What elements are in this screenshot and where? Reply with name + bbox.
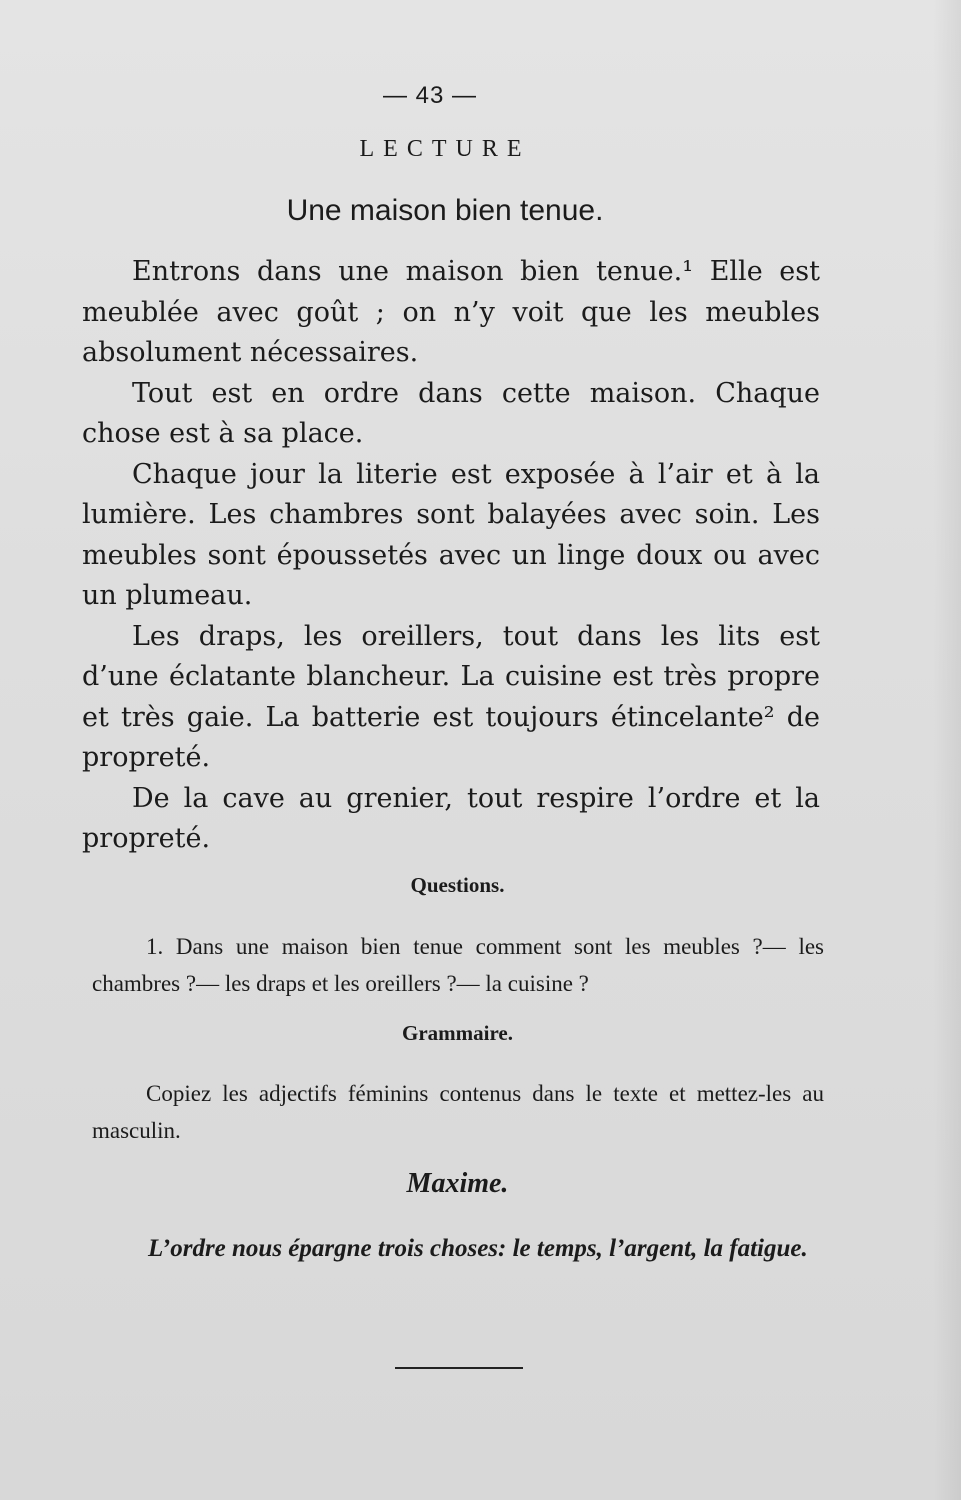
paragraph: De la cave au grenier, tout respire l’ordre et la propreté.	[82, 782, 820, 854]
grammar-exercise	[92, 1075, 824, 1149]
page-number: — 43 —	[382, 82, 478, 109]
grammar-heading: Grammaire.	[402, 1021, 513, 1045]
maxim-quote: L’ordre nous épargne trois choses: le temps, l’argent, la fatigue.	[148, 1235, 808, 1262]
paragraph: Les draps, les oreillers, tout dans les lits est d’une éclatante blancheur. La cuisine est très propre et très gaie. La batterie est toujours étincelante² de propreté.	[82, 620, 820, 773]
page-edge-shadow	[933, 0, 961, 1500]
reading-text	[82, 252, 820, 860]
paragraph: Tout est en ordre dans cette maison. Chaque chose est à sa place.	[82, 377, 820, 449]
maxim-heading: Maxime.	[406, 1168, 509, 1199]
grammar-instruction: Copiez les adjectifs féminins contenus dans le texte et mettez-les au masculin.	[92, 1081, 824, 1143]
reading-title: Une maison bien tenue.	[286, 194, 604, 227]
end-divider	[395, 1367, 523, 1369]
question-item: 1. Dans une maison bien tenue comment sont les meubles ?— les chambres ?— les draps et les oreillers ?— la cuisine ?	[92, 934, 824, 996]
paragraph: Entrons dans une maison bien tenue.¹ Elle est meublée avec goût ; on n’y voit que les meubles absolument nécessaires.	[82, 256, 820, 368]
question-text	[92, 928, 824, 1002]
questions-heading: Questions.	[410, 873, 505, 897]
paragraph: Chaque jour la literie est exposée à l’air et à la lumière. Les chambres sont balayées avec soin. Les meubles sont époussetés avec un linge doux ou avec un plumeau.	[82, 458, 820, 611]
maxim-text	[92, 1230, 824, 1268]
section-label: LECTURE	[359, 136, 531, 162]
